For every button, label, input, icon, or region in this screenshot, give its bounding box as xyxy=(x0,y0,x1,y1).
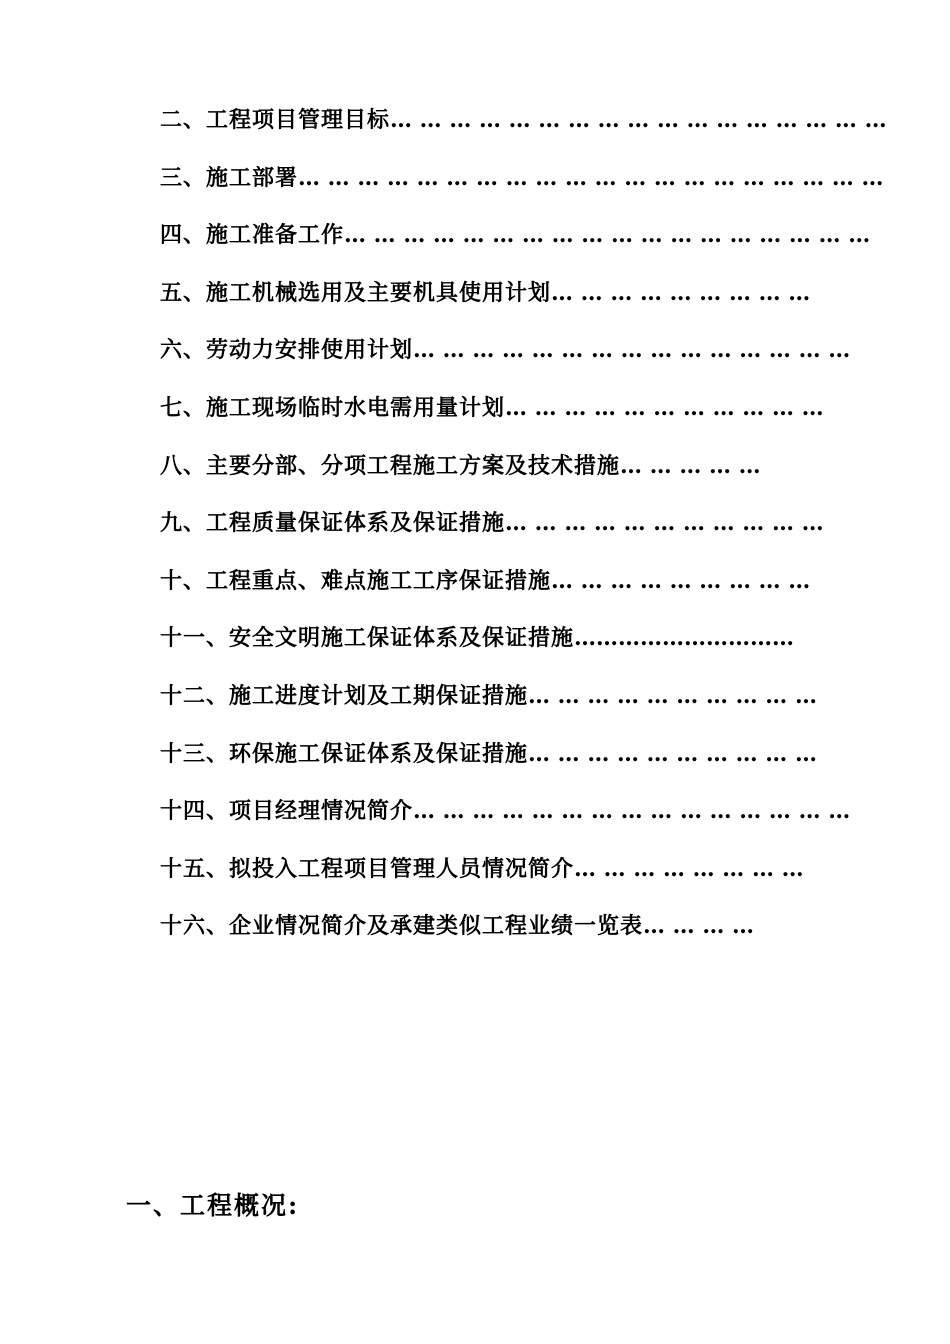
toc-entry xyxy=(160,273,820,331)
toc-entry-leader: ………………………… xyxy=(574,625,795,652)
toc-entry-title: 五、施工机械选用及主要机具使用计划 xyxy=(160,279,552,306)
toc-entry-title: 十五、拟投入工程项目管理人员情况简介 xyxy=(160,855,575,882)
toc-entry-title: 四、施工准备工作 xyxy=(160,222,345,249)
toc-entry xyxy=(160,561,820,619)
toc-entry-leader: … … … … … … … … … … xyxy=(528,682,817,709)
table-of-contents xyxy=(160,100,887,964)
toc-entry-leader: … … … … … … … … … xyxy=(551,279,811,306)
toc-entry-leader: … … … … … … … … … … … xyxy=(505,394,824,421)
toc-entry-title: 十、工程重点、难点施工工序保证措施 xyxy=(160,567,552,594)
toc-entry-title: 十二、施工进度计划及工期保证措施 xyxy=(160,682,529,709)
toc-entry xyxy=(160,503,824,561)
toc-entry-leader: … … … … … … … … … … … xyxy=(505,510,824,537)
toc-entry xyxy=(160,100,887,158)
toc-entry-title: 九、工程质量保证体系及保证措施 xyxy=(160,510,506,537)
toc-entry xyxy=(160,215,871,273)
toc-entry xyxy=(160,906,820,964)
toc-entry xyxy=(160,618,820,676)
toc-entry-title: 八、主要分部、分项工程施工方案及技术措施 xyxy=(160,452,621,479)
toc-entry-leader: … … … … … … … … … … … … … … … … … xyxy=(390,107,887,133)
toc-entry-leader: … … … … xyxy=(643,913,754,940)
toc-entry-title: 六、劳动力安排使用计划 xyxy=(160,337,414,364)
toc-entry-leader: … … … … … xyxy=(620,452,761,479)
toc-entry-leader: … … … … … … … … … … … … … … … xyxy=(413,798,851,825)
toc-entry xyxy=(160,849,820,907)
section-heading: 一、工程概况: xyxy=(126,1191,300,1220)
toc-entry-leader: … … … … … … … … xyxy=(574,855,804,882)
toc-entry-title: 七、施工现场临时水电需用量计划 xyxy=(160,394,506,421)
toc-entry xyxy=(160,676,820,734)
toc-entry-leader: … … … … … … … … … … xyxy=(528,740,817,767)
toc-entry-leader: … … … … … … … … … xyxy=(551,567,811,594)
toc-entry xyxy=(160,446,820,504)
toc-entry-title: 十六、企业情况简介及承建类似工程业绩一览表 xyxy=(160,913,644,940)
toc-entry xyxy=(160,388,824,446)
toc-entry xyxy=(160,734,820,792)
toc-entry-title: 十四、项目经理情况简介 xyxy=(160,798,414,825)
toc-entry-leader: … … … … … … … … … … … … … … … … … … … … xyxy=(298,164,884,191)
toc-entry-title: 十三、环保施工保证体系及保证措施 xyxy=(160,740,529,767)
toc-entry xyxy=(160,158,884,216)
toc-entry-leader: … … … … … … … … … … … … … … … … … … xyxy=(344,222,871,249)
toc-entry-title: 二、工程项目管理目标 xyxy=(160,107,391,133)
toc-entry-title: 三、施工部署 xyxy=(160,164,299,191)
toc-entry xyxy=(160,791,851,849)
toc-entry xyxy=(160,330,851,388)
toc-entry-leader: … … … … … … … … … … … … … … … xyxy=(413,337,851,364)
toc-entry-title: 十一、安全文明施工保证体系及保证措施 xyxy=(160,625,575,652)
